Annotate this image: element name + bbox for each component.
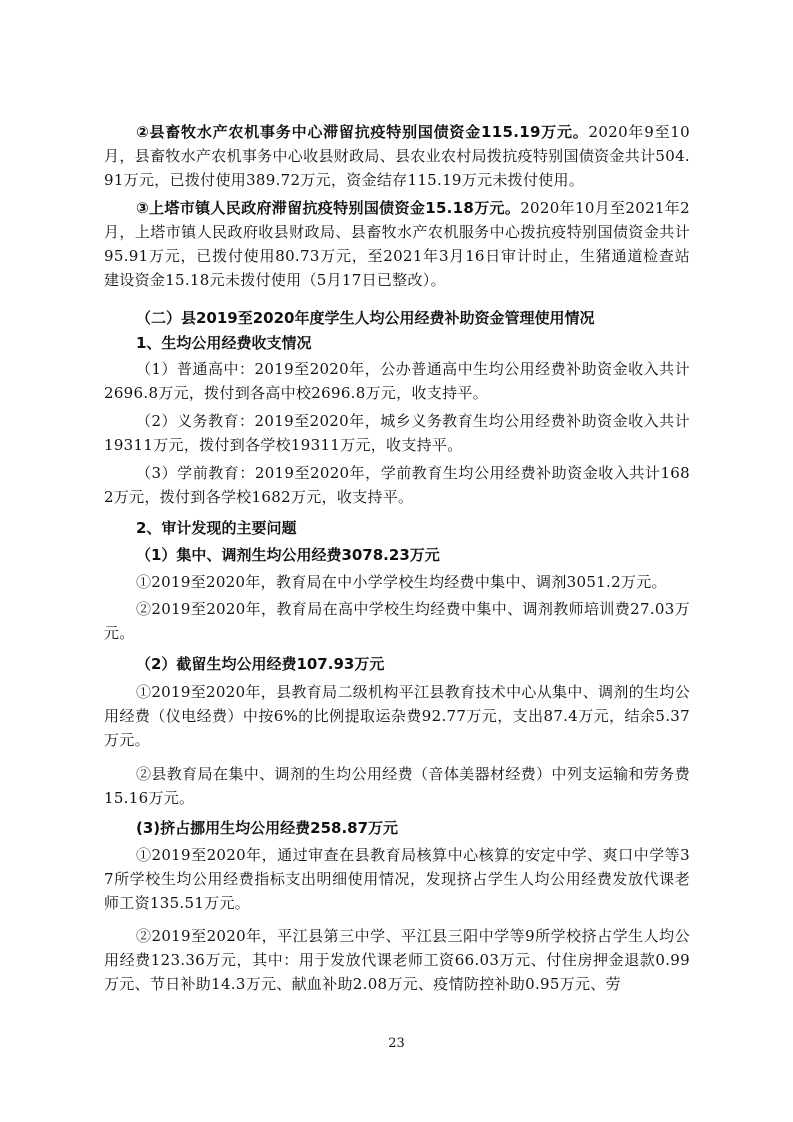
paragraph-lead-bold: ②县畜牧水产农机事务中心滞留抗疫特别国债资金115.19万元。 bbox=[136, 123, 589, 141]
paragraph-high-school: （1）普通高中：2019至2020年，公办普通高中生均公用经费补助资金收入共计2696.8万元，拨付到各高中校2696.8万元，收支持平。 bbox=[104, 360, 690, 402]
page-number: 23 bbox=[388, 1036, 405, 1051]
paragraph-lead-bold: ③上塔市镇人民政府滞留抗疫特别国债资金15.18万元。 bbox=[136, 199, 521, 217]
paragraph-issue3-b: ②2019至2020年，平江县第三中学、平江县三阳中学等9所学校挤占学生人均公用经费123.36万元，其中：用于发放代课老师工资66.03万元、付住房押金退款0.99万元、节日补助14.3万元、献血补助2.08万元、疫情防控补助0.95万元、劳 bbox=[104, 927, 690, 993]
subsection-heading-1: 1、生均公用经费收支情况 bbox=[136, 334, 312, 352]
paragraph-body: 2020年9至10月，县畜牧水产农机事务中心收县财政局、县农业农村局拨抗疫特别国债资金共计504.91万元，已拨付使用389.72万元，资金结存115.19万元未拨付使用。 bbox=[104, 123, 690, 189]
paragraph-issue1-b: ②2019至2020年，教育局在高中学校生均经费中集中、调剂教师培训费27.03万元。 bbox=[104, 600, 690, 642]
issue-heading-1: （1）集中、调剂生均公用经费3078.23万元 bbox=[136, 546, 440, 564]
issue-heading-3: (3)挤占挪用生均公用经费258.87万元 bbox=[136, 819, 399, 837]
paragraph-issue1-a: ①2019至2020年，教育局在中小学学校生均经费中集中、调剂3051.2万元。 bbox=[136, 573, 667, 591]
paragraph-compulsory-education: （2）义务教育：2019至2020年，城乡义务教育生均公用经费补助资金收入共计19311万元，拨付到各学校19311万元，收支持平。 bbox=[104, 412, 690, 454]
issue-heading-2: （2）截留生均公用经费107.93万元 bbox=[136, 655, 385, 673]
section-heading-2: （二）县2019至2020年度学生人均公用经费补助资金管理使用情况 bbox=[136, 309, 595, 327]
paragraph-issue3-a: ①2019至2020年，通过审查在县教育局核算中心核算的安定中学、爽口中学等37所学校生均公用经费指标支出明细使用情况，发现挤占学生人均公用经费发放代课老师工资135.51万元。 bbox=[104, 846, 690, 912]
subsection-heading-2: 2、审计发现的主要问题 bbox=[136, 519, 297, 537]
paragraph-national-debt-livestock bbox=[104, 120, 690, 192]
paragraph-national-debt-shangtashi bbox=[104, 196, 690, 292]
paragraph-preschool: （3）学前教育：2019至2020年，学前教育生均公用经费补助资金收入共计1682万元，拨付到各学校1682万元，收支持平。 bbox=[104, 464, 690, 506]
paragraph-issue2-b: ②县教育局在集中、调剂的生均公用经费（音体美器材经费）中列支运输和劳务费15.16万元。 bbox=[104, 765, 690, 807]
paragraph-issue2-a: ①2019至2020年，县教育局二级机构平江县教育技术中心从集中、调剂的生均公用经费（仪电经费）中按6%的比例提取运杂费92.77万元，支出87.4万元，结余5.37万元。 bbox=[104, 683, 690, 749]
paragraph-body: 2020年10月至2021年2月，上塔市镇人民政府收县财政局、县畜牧水产农机服务中心拨抗疫特别国债资金共计95.91万元，已拨付使用80.73万元，至2021年3月16日审计时止，生猪通道检查站建设资金15.18元未拨付使用（5月17日已整改）。 bbox=[104, 199, 690, 289]
